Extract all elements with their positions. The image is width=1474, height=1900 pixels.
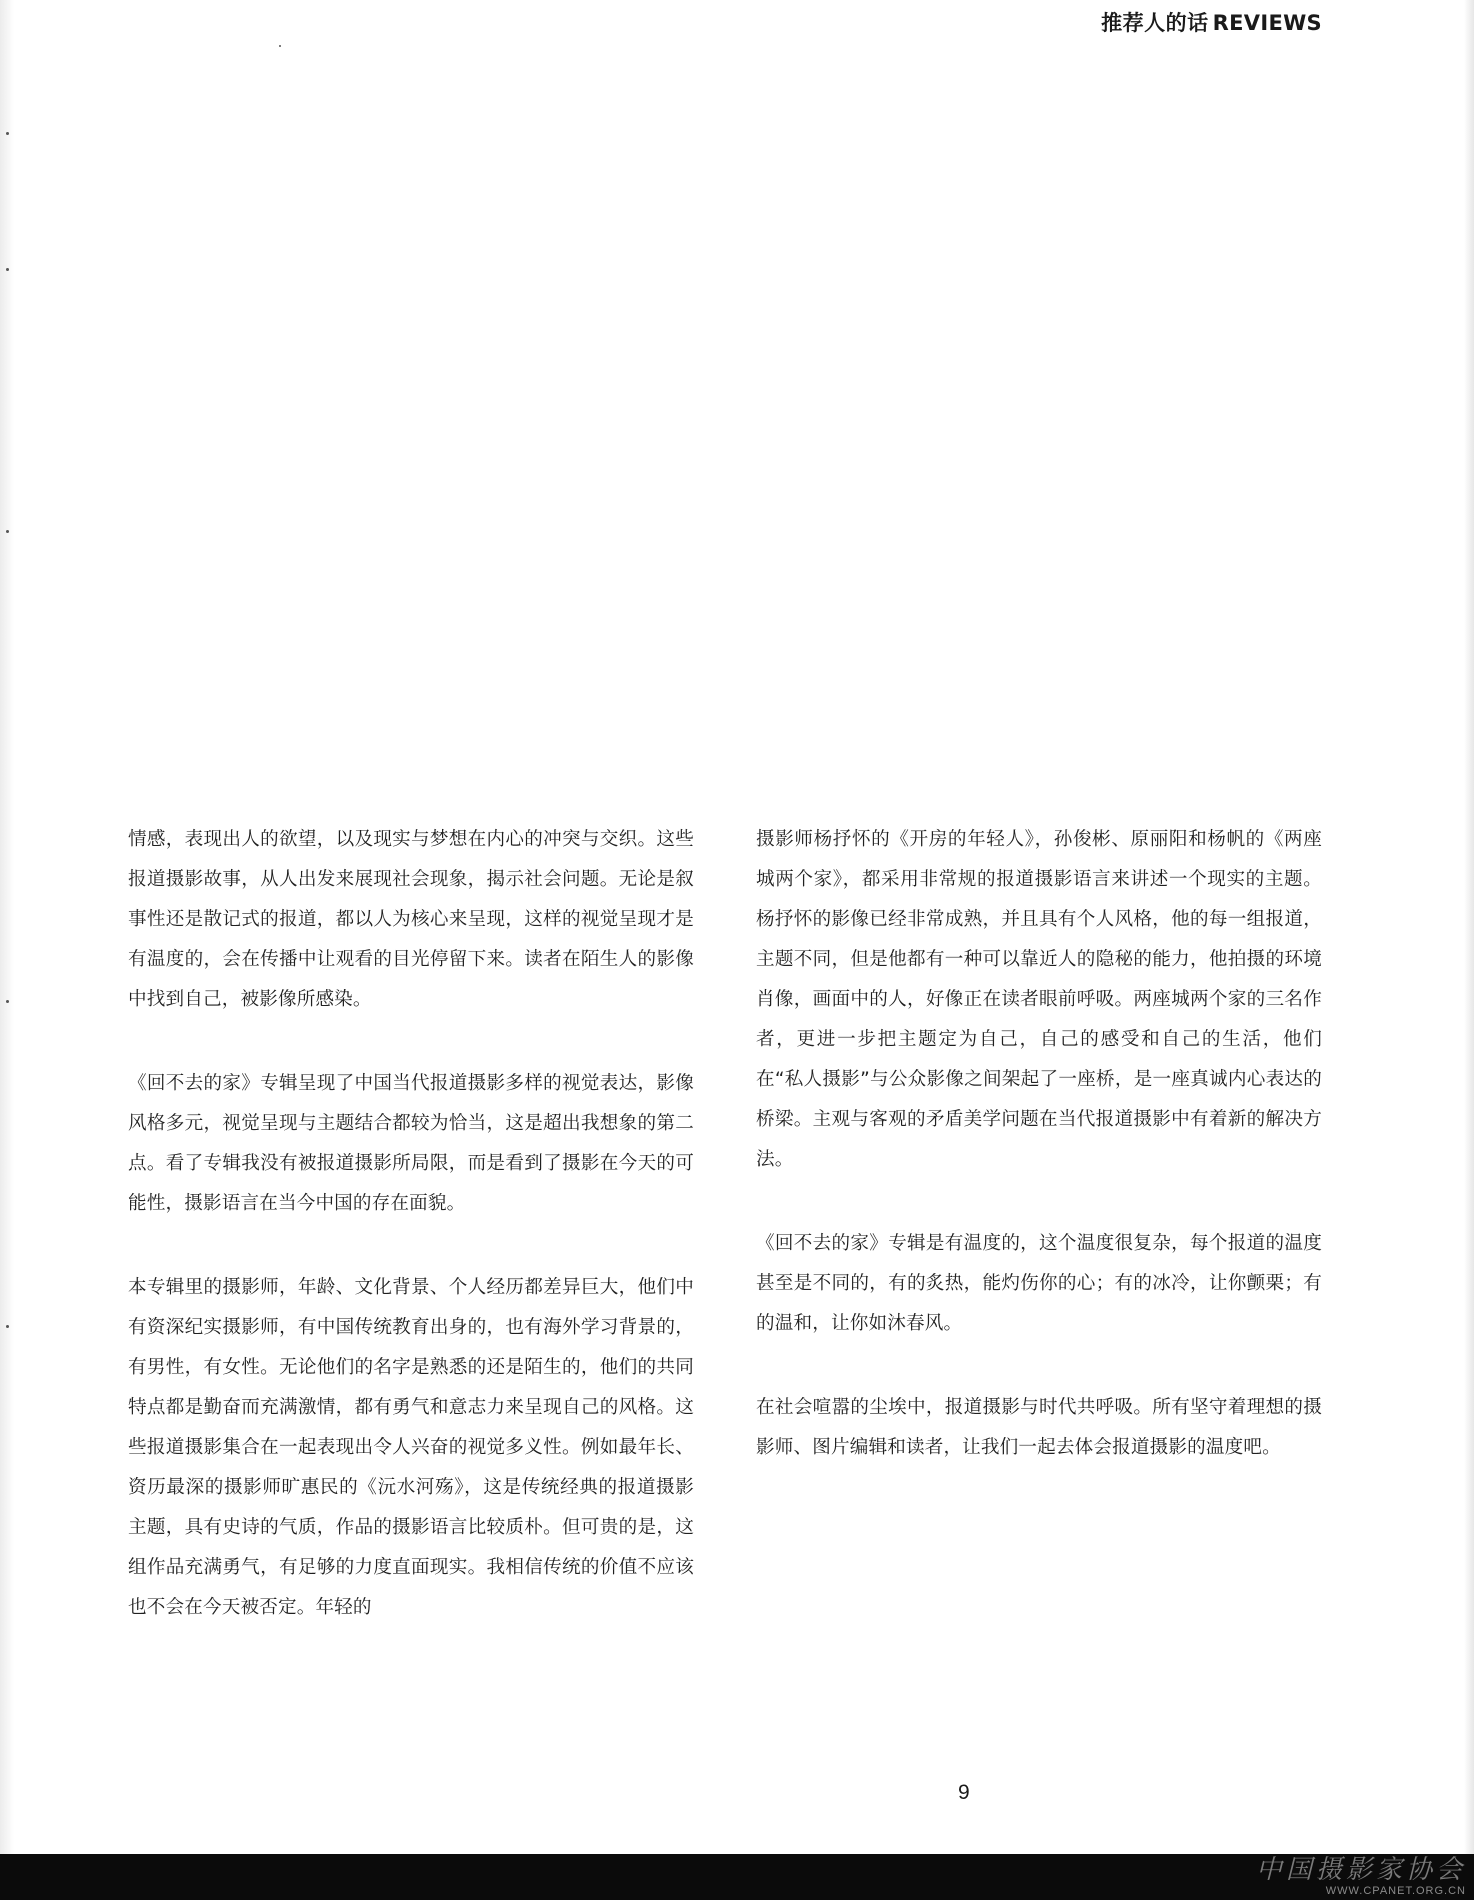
scan-speck xyxy=(6,1325,9,1328)
body-paragraph: 《回不去的家》专辑是有温度的，这个温度很复杂，每个报道的温度甚至是不同的，有的炙热，能灼伤你的心；有的冰冷，让你颤栗；有的温和，让你如沐春风。 xyxy=(756,1233,1322,1334)
scan-speck xyxy=(6,530,9,533)
watermark-url: WWW.CPANET.ORG.CN xyxy=(1325,1885,1466,1897)
watermark xyxy=(1256,1856,1466,1898)
scan-speck xyxy=(6,132,9,135)
body-paragraph: 《回不去的家》专辑呈现了中国当代报道摄影多样的视觉表达，影像风格多元，视觉呈现与主题结合都较为恰当，这是超出我想象的第二点。看了专辑我没有被报道摄影所局限，而是看到了摄影在今天的可能性，摄影语言在当今中国的存在面貌。 xyxy=(128,1073,694,1214)
scan-speck xyxy=(279,45,281,47)
header-title-en: REVIEWS xyxy=(1212,11,1322,35)
scan-left-edge xyxy=(0,0,14,1860)
body-paragraph: 情感，表现出人的欲望，以及现实与梦想在内心的冲突与交织。这些报道摄影故事，从人出发来展现社会现象，揭示社会问题。无论是叙事性还是散记式的报道，都以人为核心来呈现，这样的视觉呈现才是有温度的，会在传播中让观看的目光停留下来。读者在陌生人的影像中找到自己，被影像所感染。 xyxy=(128,829,694,1010)
left-column xyxy=(128,820,694,1672)
page-number: 9 xyxy=(958,1781,970,1804)
scan-speck xyxy=(6,268,9,271)
scan-right-edge xyxy=(1464,0,1474,1860)
footer-bar xyxy=(0,1854,1474,1900)
scan-speck xyxy=(6,1000,9,1003)
watermark-name: 中国摄影家协会 xyxy=(1255,1855,1466,1885)
section-header xyxy=(1101,7,1322,37)
body-paragraph: 摄影师杨抒怀的《开房的年轻人》，孙俊彬、原丽阳和杨帆的《两座城两个家》，都采用非常规的报道摄影语言来讲述一个现实的主题。杨抒怀的影像已经非常成熟，并且具有个人风格，他的每一组报道，主题不同，但是他都有一种可以靠近人的隐秘的能力，他拍摄的环境肖像，画面中的人，好像正在读者眼前呼吸。两座城两个家的三名作者，更进一步把主题定为自己，自己的感受和自己的生活，他们在“私人摄影”与公众影像之间架起了一座桥，是一座真诚内心表达的桥梁。主观与客观的矛盾美学问题在当代报道摄影中有着新的解决方法。 xyxy=(756,829,1322,1170)
body-paragraph: 本专辑里的摄影师，年龄、文化背景、个人经历都差异巨大，他们中有资深纪实摄影师，有中国传统教育出身的，也有海外学习背景的，有男性，有女性。无论他们的名字是熟悉的还是陌生的，他们的共同特点都是勤奋而充满激情，都有勇气和意志力来呈现自己的风格。这些报道摄影集合在一起表现出令人兴奋的视觉多义性。例如最年长、资历最深的摄影师旷惠民的《沅水河殇》，这是传统经典的报道摄影主题，具有史诗的气质，作品的摄影语言比较质朴。但可贵的是，这组作品充满勇气，有足够的力度直面现实。我相信传统的价值不应该也不会在今天被否定。年轻的 xyxy=(128,1277,694,1618)
header-title-cn: 推荐人的话 xyxy=(1101,11,1209,35)
right-column xyxy=(756,820,1322,1512)
body-paragraph: 在社会喧嚣的尘埃中，报道摄影与时代共呼吸。所有坚守着理想的摄影师、图片编辑和读者，让我们一起去体会报道摄影的温度吧。 xyxy=(756,1397,1322,1458)
